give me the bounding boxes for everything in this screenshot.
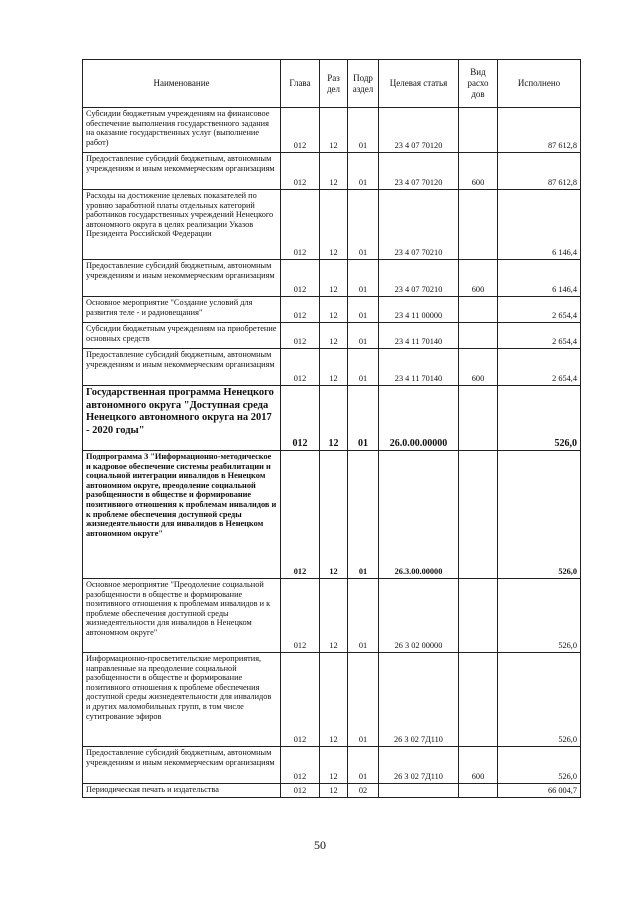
- row-subsection: 01: [348, 386, 379, 451]
- row-type: [459, 108, 498, 153]
- row-section: 12: [320, 579, 348, 653]
- row-target: 23 4 11 70140: [379, 349, 459, 386]
- row-subsection: 01: [348, 297, 379, 323]
- row-type: [459, 386, 498, 451]
- row-name: Предоставление субсидий бюджетным, автономным учреждениям и иным некоммерческим организациям: [83, 747, 281, 784]
- row-chapter: 012: [281, 108, 320, 153]
- header-name: Наименование: [83, 60, 281, 108]
- header-executed: Исполнено: [498, 60, 581, 108]
- row-executed: 66 004,7: [498, 784, 581, 798]
- header-section: Раз дел: [320, 60, 348, 108]
- row-target: 23 4 07 70210: [379, 260, 459, 297]
- budget-table: [82, 59, 581, 798]
- row-target: 23 4 11 70140: [379, 323, 459, 349]
- row-name: Подпрограмма 3 "Информационно-методическое и кадровое обеспечение системы реабилитации и социальной интеграции инвалидов в Ненецком автономном округе, преодоление социальной разобщенности в обществе и формирование позитивного отношения к проблемам инвалидов и к проблеме обеспечения доступной среды жизнедеятельности для инвалидов в Ненецком автономном округе": [83, 451, 281, 579]
- row-subsection: 01: [348, 108, 379, 153]
- row-section: 12: [320, 190, 348, 260]
- table-row: [83, 579, 581, 653]
- table-row: [83, 297, 581, 323]
- row-subsection: 01: [348, 260, 379, 297]
- row-executed: 526,0: [498, 747, 581, 784]
- row-section: 12: [320, 784, 348, 798]
- row-name: Субсидии бюджетным учреждениям на финансовое обеспечение выполнения государственного задания на оказание государственных услуг (выполнение работ): [83, 108, 281, 153]
- row-chapter: 012: [281, 747, 320, 784]
- row-subsection: 01: [348, 747, 379, 784]
- row-name: Предоставление субсидий бюджетным, автономным учреждениям и иным некоммерческим организациям: [83, 349, 281, 386]
- row-type: 600: [459, 349, 498, 386]
- row-section: 12: [320, 349, 348, 386]
- header-subsection: Подр аздел: [348, 60, 379, 108]
- row-name: Периодическая печать и издательства: [83, 784, 281, 798]
- row-chapter: 012: [281, 653, 320, 747]
- row-executed: 526,0: [498, 579, 581, 653]
- table-row: [83, 386, 581, 451]
- row-section: 12: [320, 386, 348, 451]
- table-row: [83, 260, 581, 297]
- row-type: 600: [459, 153, 498, 190]
- row-type: 600: [459, 260, 498, 297]
- table-row: [83, 323, 581, 349]
- page-number: 50: [314, 838, 326, 852]
- row-chapter: 012: [281, 386, 320, 451]
- row-chapter: 012: [281, 784, 320, 798]
- row-subsection: 01: [348, 349, 379, 386]
- row-executed: 6 146,4: [498, 190, 581, 260]
- row-name: Основное мероприятие "Создание условий для развития теле - и радиовещания": [83, 297, 281, 323]
- row-target: 23 4 07 70120: [379, 153, 459, 190]
- header-target: Целевая статья: [379, 60, 459, 108]
- row-subsection: 01: [348, 451, 379, 579]
- table-row: [83, 451, 581, 579]
- row-target: 26 3 02 7Д110: [379, 747, 459, 784]
- row-subsection: 01: [348, 153, 379, 190]
- row-name: Информационно-просветительские мероприятия, направленные на преодоление социальной разобщенности в обществе и формирование позитивного отношения к проблеме обеспечения доступной среды жизнедеятельности для инвалидов и других маломобильных групп, в том числе сутитрование эфиров: [83, 653, 281, 747]
- row-target: 26.0.00.00000: [379, 386, 459, 451]
- table-row: [83, 190, 581, 260]
- row-target: 26.3.00.00000: [379, 451, 459, 579]
- row-executed: 526,0: [498, 386, 581, 451]
- row-executed: 6 146,4: [498, 260, 581, 297]
- row-target: 26 3 02 7Д110: [379, 653, 459, 747]
- row-type: 600: [459, 747, 498, 784]
- row-target: 23 4 07 70120: [379, 108, 459, 153]
- row-section: 12: [320, 153, 348, 190]
- row-executed: 87 612,8: [498, 153, 581, 190]
- row-name: Основное мероприятие "Преодоление социальной разобщенности в обществе и формирование позитивного отношения к проблемам инвалидов и к проблеме обеспечения доступной среды жизнедеятельности для инвалидов в Ненецком автономном округе": [83, 579, 281, 653]
- row-subsection: 01: [348, 579, 379, 653]
- row-type: [459, 323, 498, 349]
- row-section: 12: [320, 323, 348, 349]
- table-row: [83, 349, 581, 386]
- row-section: 12: [320, 108, 348, 153]
- row-target: 26 3 02 00000: [379, 579, 459, 653]
- table-row: [83, 747, 581, 784]
- row-chapter: 012: [281, 579, 320, 653]
- table-row: [83, 784, 581, 798]
- row-chapter: 012: [281, 349, 320, 386]
- row-section: 12: [320, 260, 348, 297]
- row-section: 12: [320, 747, 348, 784]
- header-chapter: Глава: [281, 60, 320, 108]
- row-type: [459, 784, 498, 798]
- row-section: 12: [320, 297, 348, 323]
- row-target: 23 4 11 00000: [379, 297, 459, 323]
- row-chapter: 012: [281, 297, 320, 323]
- row-type: [459, 451, 498, 579]
- row-chapter: 012: [281, 153, 320, 190]
- row-executed: 2 654,4: [498, 297, 581, 323]
- row-target: 23 4 07 70210: [379, 190, 459, 260]
- row-name: Расходы на достижение целевых показателей по уровню заработной платы отдельных категорий работников государственных учреждений Ненецкого автономного округа в целях реализации Указов Президента Российской Федерации: [83, 190, 281, 260]
- row-subsection: 01: [348, 323, 379, 349]
- table-body: [83, 108, 581, 798]
- row-subsection: 02: [348, 784, 379, 798]
- row-type: [459, 579, 498, 653]
- row-executed: 2 654,4: [498, 323, 581, 349]
- row-section: 12: [320, 451, 348, 579]
- row-chapter: 012: [281, 190, 320, 260]
- table-row: [83, 153, 581, 190]
- row-subsection: 01: [348, 653, 379, 747]
- row-executed: 2 654,4: [498, 349, 581, 386]
- row-executed: 87 612,8: [498, 108, 581, 153]
- row-chapter: 012: [281, 323, 320, 349]
- row-type: [459, 653, 498, 747]
- row-name: Предоставление субсидий бюджетным, автономным учреждениям и иным некоммерческим организациям: [83, 153, 281, 190]
- table-row: [83, 108, 581, 153]
- row-chapter: 012: [281, 260, 320, 297]
- table-row: [83, 653, 581, 747]
- row-subsection: 01: [348, 190, 379, 260]
- row-executed: 526,0: [498, 451, 581, 579]
- row-target: [379, 784, 459, 798]
- row-name: Предоставление субсидий бюджетным, автономным учреждениям и иным некоммерческим организациям: [83, 260, 281, 297]
- row-type: [459, 190, 498, 260]
- header-type: Вид расхо дов: [459, 60, 498, 108]
- row-name: Субсидии бюджетным учреждениям на приобретение основных средств: [83, 323, 281, 349]
- row-chapter: 012: [281, 451, 320, 579]
- table-header: [83, 60, 581, 108]
- row-type: [459, 297, 498, 323]
- row-name: Государственная программа Ненецкого автономного округа "Доступная среда Ненецкого автономного округа на 2017 - 2020 годы": [83, 386, 281, 451]
- row-section: 12: [320, 653, 348, 747]
- row-executed: 526,0: [498, 653, 581, 747]
